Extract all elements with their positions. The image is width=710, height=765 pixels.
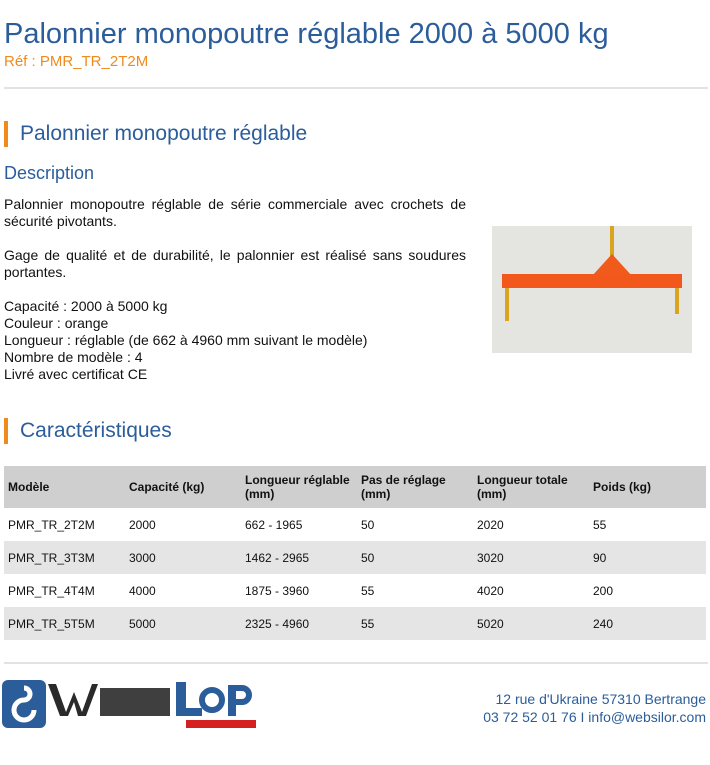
table-cell: PMR_TR_4T4M	[8, 583, 95, 598]
product-reference: Réf : PMR_TR_2T2M	[4, 53, 149, 70]
table-cell: 2000	[129, 517, 156, 532]
description-paragraph: Gage de qualité et de durabilité, le palonnier est réalisé sans soudures portantes.	[4, 247, 466, 280]
column-header: Longueur totale (mm)	[473, 466, 589, 508]
divider	[4, 662, 708, 664]
product-image	[492, 226, 692, 353]
table-cell: 2325 - 4960	[241, 607, 357, 640]
description-paragraph: Palonnier monopoutre réglable de série commerciale avec crochets de sécurité pivotants.	[4, 196, 466, 229]
company-contact	[483, 690, 706, 726]
company-address: 12 rue d'Ukraine 57310 Bertrange	[495, 691, 706, 707]
table-cell: 5000	[125, 607, 241, 640]
spec-item: Nombre de modèle : 4	[4, 349, 143, 365]
spec-item: Couleur : orange	[4, 315, 109, 331]
divider	[4, 87, 708, 89]
column-header: Modèle	[4, 466, 125, 508]
table-row	[4, 508, 706, 541]
table-cell: 4000	[129, 583, 156, 598]
table-cell: 50	[361, 517, 375, 532]
table-cell: 2020	[477, 517, 504, 532]
company-phone-email[interactable]: 03 72 52 01 76 I info@websilor.com	[483, 709, 706, 725]
column-header: Pas de réglage (mm)	[357, 466, 473, 508]
table-cell: 662 - 1965	[245, 517, 303, 532]
spec-list	[4, 298, 466, 383]
table-cell: 3020	[473, 541, 589, 574]
table-cell: 90	[589, 541, 706, 574]
table-row	[4, 574, 706, 607]
column-header: Poids (kg)	[589, 466, 706, 508]
table-cell: 55	[361, 583, 375, 598]
spec-item: Livré avec certificat CE	[4, 366, 148, 382]
page-title: Palonnier monopoutre réglable 2000 à 5000 kg	[4, 18, 609, 50]
table-cell: 1462 - 2965	[241, 541, 357, 574]
spec-item: Capacité : 2000 à 5000 kg	[4, 298, 168, 314]
websilor-logo[interactable]	[2, 678, 260, 730]
table-cell: 5020	[473, 607, 589, 640]
characteristics-table	[4, 466, 706, 640]
table-cell: 55	[593, 517, 607, 532]
table-cell: 3000	[125, 541, 241, 574]
table-cell: 4020	[477, 583, 504, 598]
table-cell: 240	[589, 607, 706, 640]
table-row	[4, 541, 706, 574]
column-header: Longueur réglable (mm)	[241, 466, 357, 508]
table-cell: 55	[357, 607, 473, 640]
table-cell: PMR_TR_5T5M	[4, 607, 125, 640]
table-cell: PMR_TR_2T2M	[8, 517, 95, 532]
table-row	[4, 607, 706, 640]
table-cell: 1875 - 3960	[245, 583, 310, 598]
spec-item: Longueur : réglable (de 662 à 4960 mm suivant le modèle)	[4, 332, 368, 348]
section-title: Palonnier monopoutre réglable	[4, 121, 307, 147]
table-cell: 50	[357, 541, 473, 574]
column-header: Capacité (kg)	[125, 466, 241, 508]
table-cell: 200	[593, 583, 614, 598]
section-title: Caractéristiques	[4, 418, 172, 444]
description-heading: Description	[4, 163, 95, 183]
table-cell: PMR_TR_3T3M	[4, 541, 125, 574]
